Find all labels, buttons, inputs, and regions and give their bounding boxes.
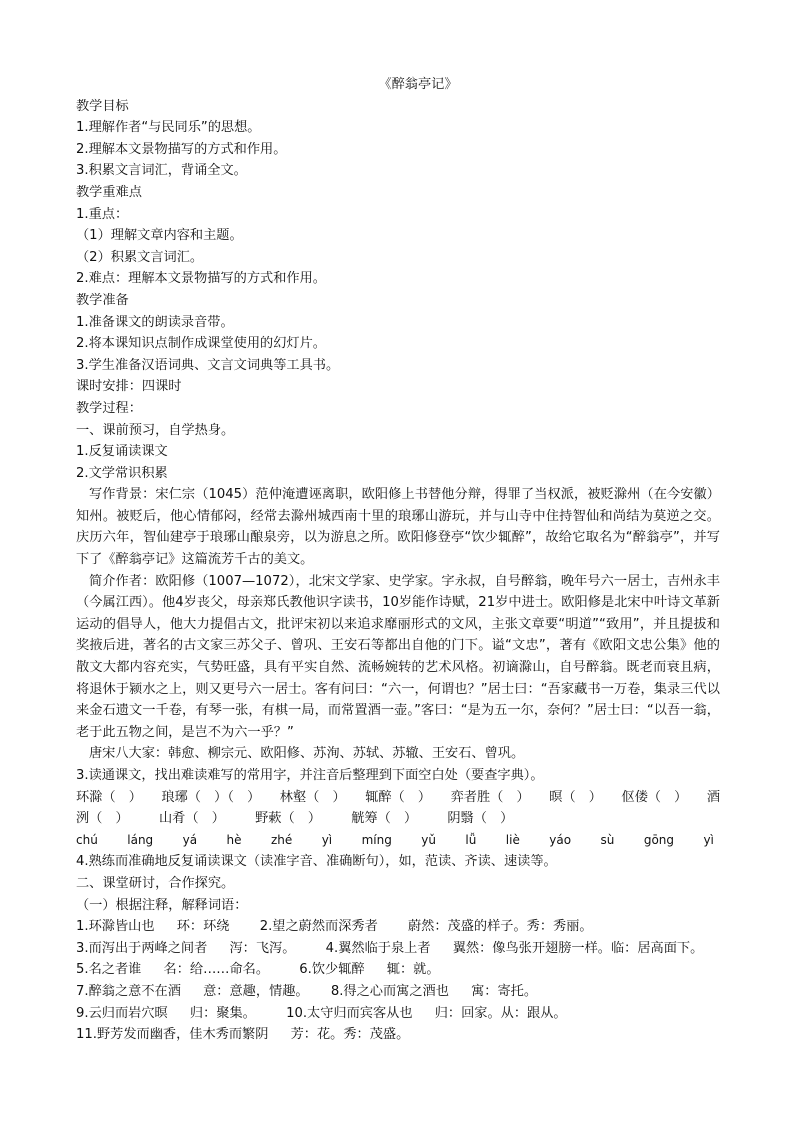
vocab-phrase: 3.而泻出于两峰之间者 xyxy=(76,940,208,956)
schedule: 课时安排：四课时 xyxy=(76,379,182,395)
step-1: 1.反复诵读课文 xyxy=(76,444,168,460)
pinyin-item: chú xyxy=(76,832,98,847)
pinyin-item: yì xyxy=(321,832,333,847)
vocab-gloss: 芳：花。秀：茂盛。 xyxy=(290,1027,410,1043)
pinyin-item: yì xyxy=(703,832,714,847)
objective-3: 3.积累文言词汇，背诵全文。 xyxy=(76,163,247,179)
vocab-phrase: 6.饮少辄醉 xyxy=(299,962,365,978)
pinyin-item: hè xyxy=(226,832,242,847)
vocab-gloss: 蔚然：茂盛的样子。秀：秀丽。 xyxy=(407,919,593,935)
objective-2: 2.理解本文景物描写的方式和作用。 xyxy=(76,141,287,157)
section-2-heading: 二、课堂研讨，合作探究。 xyxy=(76,875,235,891)
vocab-row xyxy=(76,1024,720,1046)
vocab-row xyxy=(76,938,720,960)
vocab-phrase: 2.望之蔚然而深秀者 xyxy=(259,919,378,935)
fill-item[interactable]: 环滁（ ） xyxy=(76,789,142,805)
key-point-label: 1.重点： xyxy=(76,206,129,222)
prep-2: 2.将本课知识点制作成课堂使用的幻灯片。 xyxy=(76,336,326,352)
vocab-row xyxy=(76,916,720,938)
author-paragraph: 简介作者：欧阳修（1007—1072），北宋文学家、史学家。字永叔，自号醉翁，晚年号六一居士，吉州永丰（今属江西）。他4岁丧父，母亲郑氏教他识字读书，10岁能作诗赋，21岁中进士。欧阳修是北宋中叶诗文革新运动的倡导人，他大力提倡古文，批评宋初以来追求靡丽形式的文风，主张文章要“明道”“致用”，并且提拔和奖掖后进，著名的古文家三苏父子、曾巩、王安石等都出自他的门下。谥“文忠”，著有《欧阳文忠公集》他的散文大都内容充实，气势旺盛，具有平实自然、流畅婉转的艺术风格。初谪滁山，自号醉翁。既老而衰且病，将退休于颍水之上，则又更号六一居士。客有问曰：“六一，何谓也？”居士曰：“吾家藏书一万卷，集录三代以来金石遗文一千卷，有琴一张，有棋一局，而常置酒一壶。”客曰：“是为五一尔，奈何？”居士曰：“以吾一翁，老于此五物之间，是岂不为六一乎？” xyxy=(76,573,720,740)
vocab-gloss: 归：回家。从：跟从。 xyxy=(434,1005,567,1021)
vocab-phrase: 9.云归而岩穴暝 xyxy=(76,1005,168,1021)
pinyin-item: sù xyxy=(600,832,615,847)
fill-item[interactable]: 林壑（ ） xyxy=(279,789,346,805)
vocab-gloss: 环：环绕 xyxy=(176,919,230,935)
key-point-2: （2）积累文言词汇。 xyxy=(76,249,204,265)
vocab-gloss: 归：聚集。 xyxy=(189,1005,256,1021)
vocab-row xyxy=(76,959,720,981)
pinyin-answers xyxy=(76,830,720,852)
vocab-phrase: 8.得之心而寓之酒也 xyxy=(330,983,449,999)
vocab-gloss: 泻：飞泻。 xyxy=(229,940,296,956)
prep-3: 3.学生准备汉语词典、文言文词典等工具书。 xyxy=(76,357,340,373)
fill-item[interactable]: 伛偻（ ） xyxy=(621,789,688,805)
fill-item[interactable]: 洌（ ） xyxy=(76,811,129,827)
eight-masters: 唐宋八大家：韩愈、柳宗元、欧阳修、苏洵、苏轼、苏辙、王安石、曾巩。 xyxy=(89,746,525,762)
vocab-gloss: 名：给……命名。 xyxy=(163,962,270,978)
heading-preparation: 教学准备 xyxy=(76,292,129,308)
pinyin-item: liè xyxy=(505,832,520,847)
section-1-heading: 一、课前预习，自学热身。 xyxy=(76,422,235,438)
pinyin-item: zhé xyxy=(270,832,293,847)
difficulty: 2.难点：理解本文景物描写的方式和作用。 xyxy=(76,271,326,287)
pinyin-item: láng xyxy=(127,832,154,847)
vocab-row xyxy=(76,1003,720,1025)
key-point-1: （1）理解文章内容和主题。 xyxy=(76,228,243,244)
vocab-gloss: 辄：就。 xyxy=(386,962,440,978)
sub-heading-1: （一）根据注释，解释词语： xyxy=(76,897,248,913)
objective-1: 1.理解作者“与民同乐”的思想。 xyxy=(76,120,261,136)
document-title: 《醉翁亭记》 xyxy=(378,77,458,92)
fill-item[interactable]: 阴翳（ ） xyxy=(447,811,514,827)
document-page xyxy=(76,74,720,1046)
fill-item[interactable]: 辄醉（ ） xyxy=(365,789,432,805)
pinyin-item: yá xyxy=(182,832,198,847)
fill-item: 酒 xyxy=(706,789,720,805)
fill-item[interactable]: 暝（ ） xyxy=(549,789,602,805)
fill-item[interactable]: 琅琊（ ）（ ） xyxy=(161,789,261,805)
heading-key-points: 教学重难点 xyxy=(76,184,142,200)
heading-objectives: 教学目标 xyxy=(76,98,129,114)
fill-in-row-2 xyxy=(76,808,720,830)
vocab-phrase: 5.名之者谁 xyxy=(76,962,142,978)
vocab-row xyxy=(76,981,720,1003)
pinyin-item: míng xyxy=(361,832,392,847)
fill-item[interactable]: 弈者胜（ ） xyxy=(450,789,530,805)
background-paragraph: 写作背景：宋仁宗（1045）范仲淹遭诬离职，欧阳修上书替他分辩，得罪了当权派，被贬滁州（在今安徽）知州。被贬后，他心情郁闷，经常去滁州城西南十里的琅琊山游玩，并与山寺中住持智仙和尚结为莫逆之交。庆历六年，智仙建亭于琅琊山酿泉旁，以为游息之所。欧阳修登亭“饮少辄醉”，故给它取名为“醉翁亭”，并写下了《醉翁亭记》这篇流芳千古的美文。 xyxy=(76,487,720,568)
prep-1: 1.准备课文的朗读录音带。 xyxy=(76,314,234,330)
vocab-phrase: 1.环滁皆山也 xyxy=(76,919,155,935)
fill-item[interactable]: 野蔌（ ） xyxy=(255,811,322,827)
pinyin-item: yǔ xyxy=(421,832,436,847)
pinyin-item: yáo xyxy=(549,832,572,847)
vocab-gloss: 意：意趣，情趣。 xyxy=(203,983,309,999)
vocab-gloss: 翼然：像鸟张开翅膀一样。临：居高面下。 xyxy=(452,940,704,956)
pinyin-item: lǚ xyxy=(465,832,477,847)
vocab-phrase: 11.野芳发而幽香，佳木秀而繁阴 xyxy=(76,1027,269,1043)
heading-process: 教学过程： xyxy=(76,400,142,416)
task-3: 3.读通课文，找出难读难写的常用字，并注音后整理到下面空白处（要查字典）。 xyxy=(76,768,544,783)
vocab-gloss: 寓：寄托。 xyxy=(471,983,538,999)
fill-in-row-1 xyxy=(76,787,720,809)
pinyin-item: gōng xyxy=(643,832,675,847)
task-4: 4.熟练而准确地反复诵读课文（读准字音、准确断句），如，范读、齐读、速读等。 xyxy=(76,854,557,870)
fill-item[interactable]: 山肴（ ） xyxy=(158,811,225,827)
vocab-phrase: 10.太守归而宾客从也 xyxy=(286,1005,413,1021)
vocab-phrase: 7.醉翁之意不在酒 xyxy=(76,983,181,999)
step-2: 2.文学常识积累 xyxy=(76,465,168,481)
fill-item[interactable]: 觥筹（ ） xyxy=(351,811,418,827)
vocab-phrase: 4.翼然临于泉上者 xyxy=(325,940,431,956)
